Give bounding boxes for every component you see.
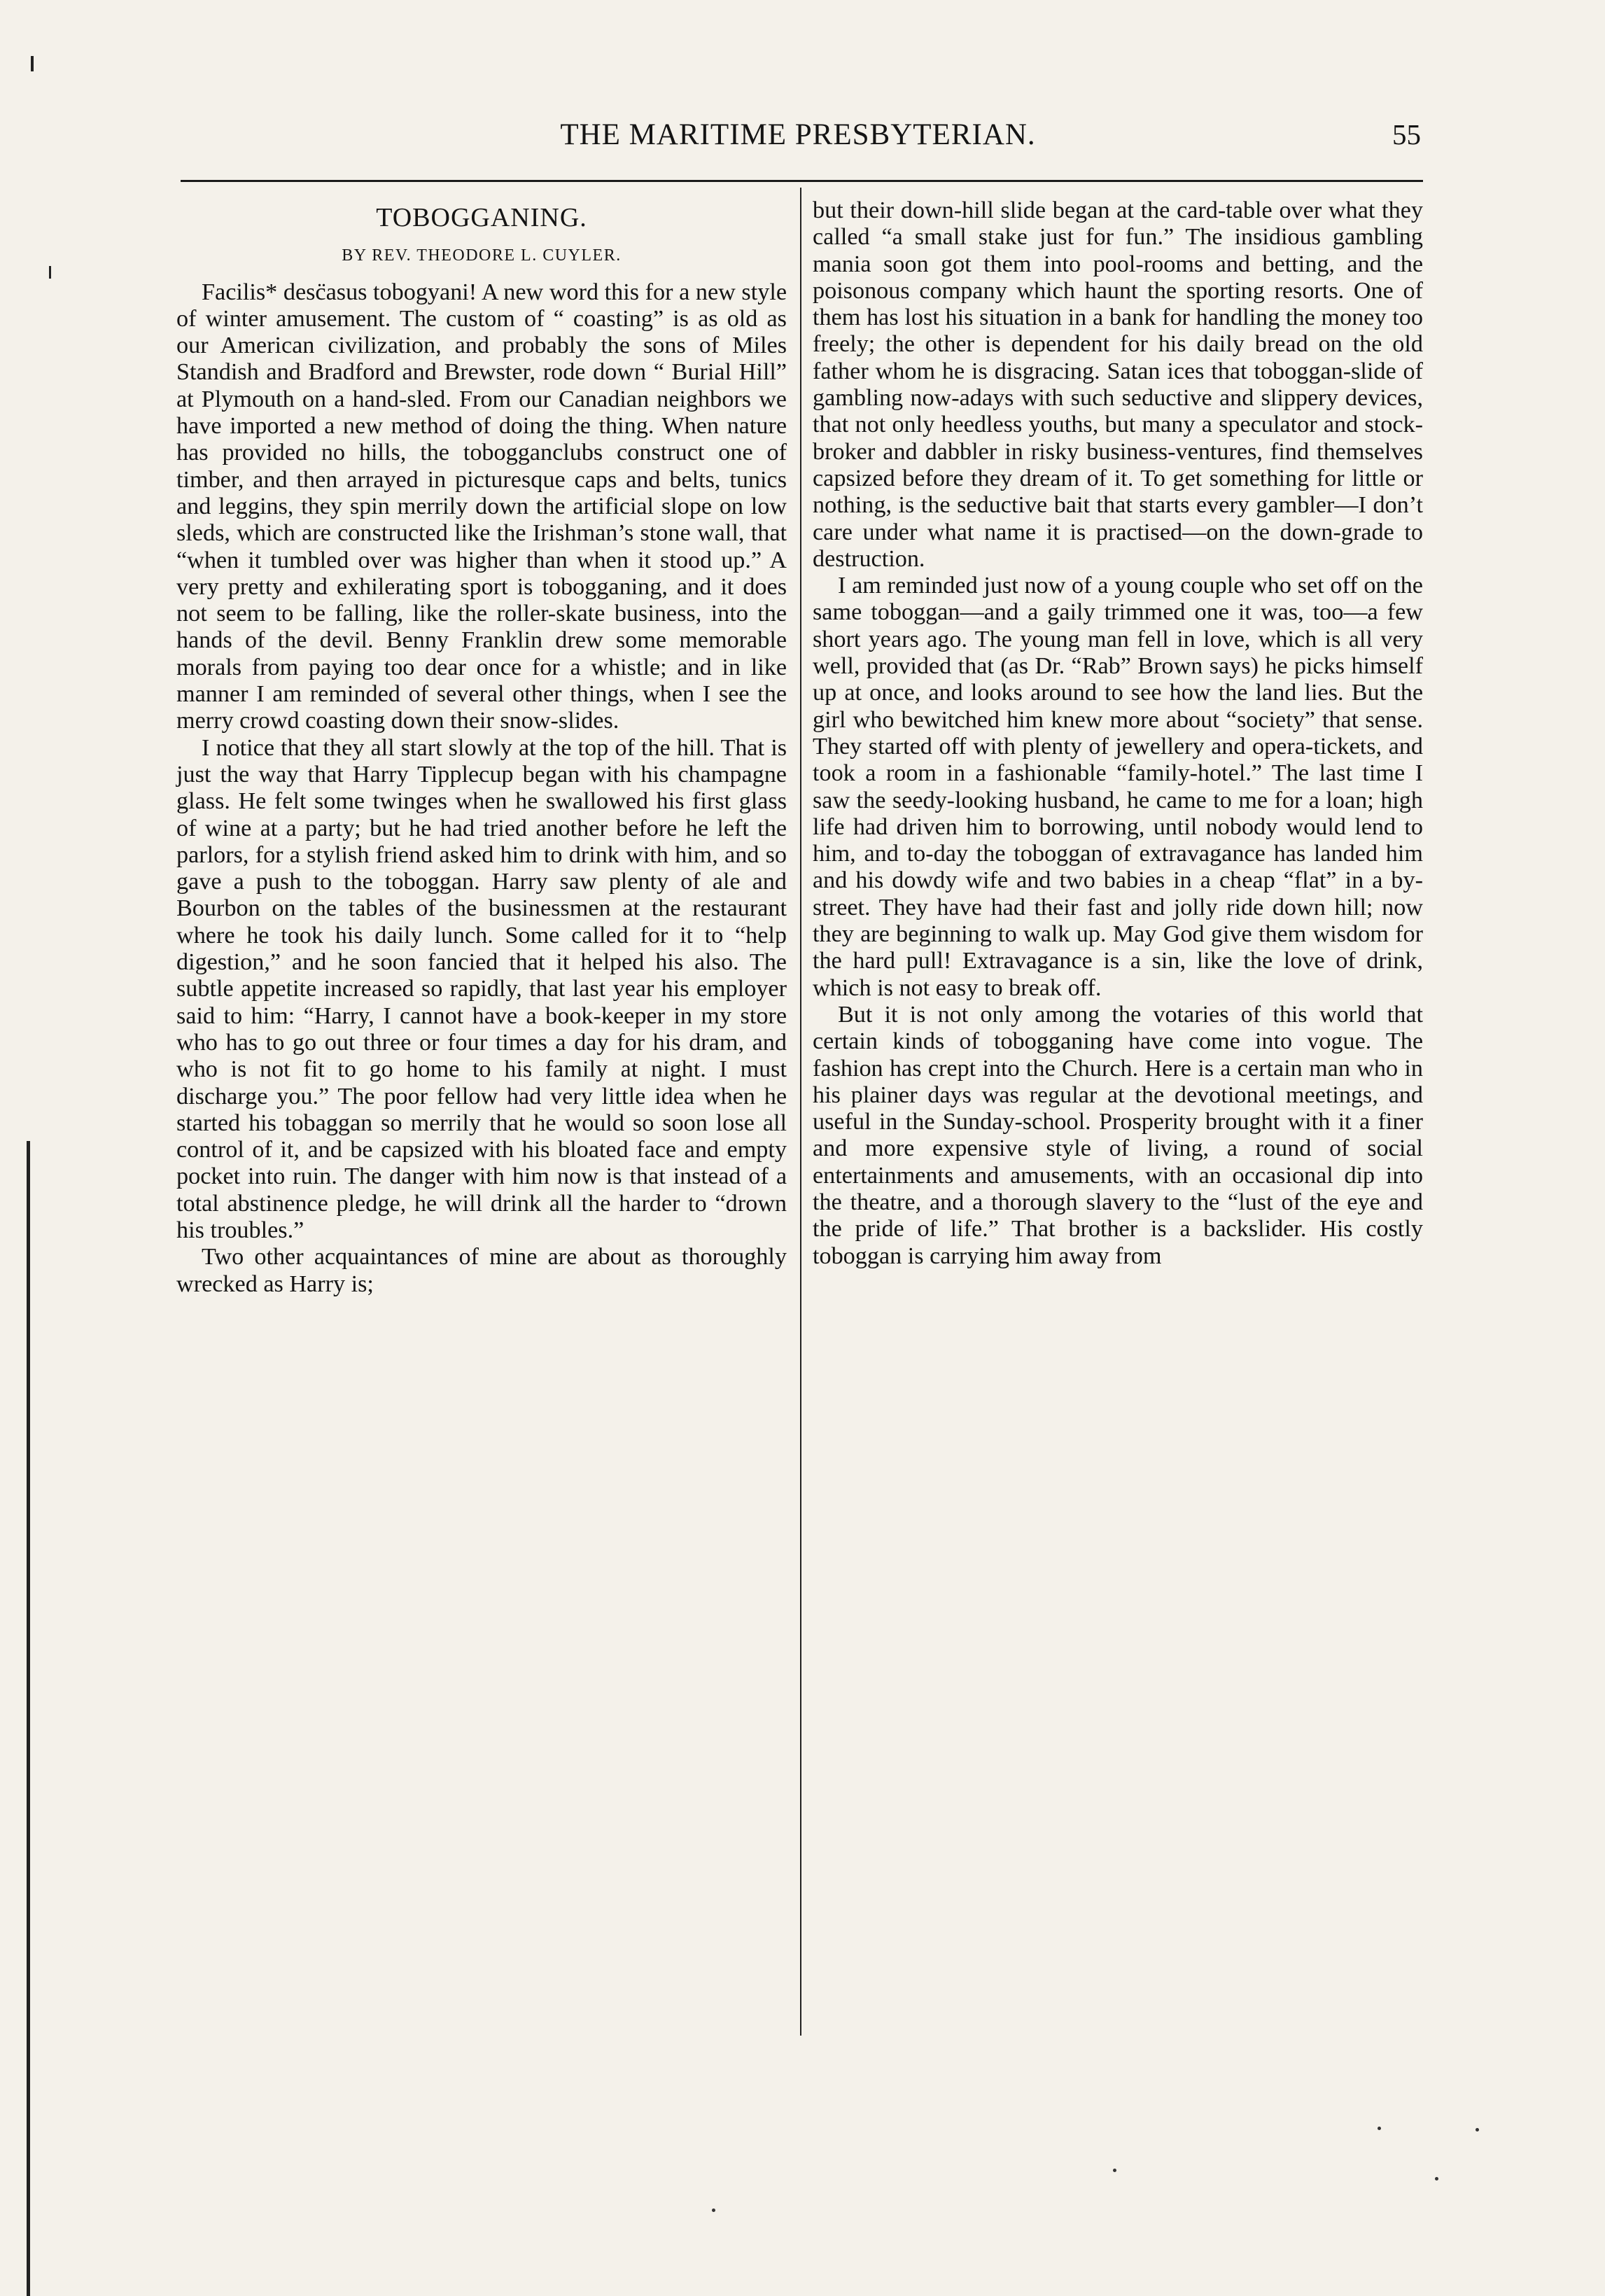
paragraph: Two other acquaintances of mine are about as thoroughly wrecked as Harry is; xyxy=(176,1244,787,1297)
scan-speck xyxy=(1378,2127,1381,2130)
page-number: 55 xyxy=(1392,118,1421,150)
scan-speck xyxy=(1435,2177,1438,2180)
left-column xyxy=(176,203,787,1298)
header-rule xyxy=(181,180,1423,182)
margin-line-mark xyxy=(27,1141,30,2296)
column-divider xyxy=(800,188,801,2036)
paragraph: I am reminded just now of a young couple who set off on the same toboggan—and a gaily trimmed one it was, too—a few short years ago. The young man fell in love, which is all very well, provided that (as Dr. “Rab” Brown says) he picks himself up at once, and looks around to see how the land lies. But the girl who bewitched him knew more about “society” that sense. They started off with plenty of jewellery and opera-tickets, and took a room in a fashionable “family-hotel.” The last time I saw the seedy-looking husband, he came to me for a loan; high life had driven him to borrowing, until nobody would lend to him, and to-day the toboggan of extravagance has landed him and his dowdy wife and two babies in a cheap “flat” in a by-street. They have had their fast and jolly ride down hill; now they are beginning to walk up. May God give them wisdom for the hard pull! Extravagance is a sin, like the love of drink, which is not easy to break off. xyxy=(813,573,1423,1001)
paragraph: I notice that they all start slowly at the top of the hill. That is just the way that Harry Tipplecup began with his champagne glass. He felt some twinges when he swallowed his first glass of wine at a party; but he had tried another before he left the parlors, for a stylish friend asked him to drink with him, and so gave a push to the toboggan. Harry saw plenty of ale and Bourbon on the tables of the businessmen at the restaurant where he took his daily lunch. Some called for it to “help digestion,” and he soon fancied that it helped his also. The subtle appetite increased so rapidly, that last year his employer said to him: “Harry, I cannot have a book-keeper in my store who has to go out three or four times a day for his dram, and who is not fit to go home to his family at night. I must discharge you.” The poor fellow had very little idea when he started his tobaggan so merrily that he would so soon lose all control of it, and be capsized with his bloated face and empty pocket into ruin. The danger with him now is that instead of a total abstinence pledge, he will drink all the harder to “drown his troubles.” xyxy=(176,734,787,1243)
article-byline: BY REV. THEODORE L. CUYLER. xyxy=(342,246,622,265)
margin-tick-mark xyxy=(31,56,34,71)
running-head xyxy=(175,118,1421,160)
paragraph: Facilis* desc̈asus tobogyani! A new word this for a new style of winter amusement. The custom of “ coasting” is as old as our American civilization, and probably the sons of Miles Standish and Bradford and Brewster, rode down “ Burial Hill” at Plymouth on a hand-sled. From our Canadian neighbors we have imported a new method of doing the thing. When nature has provided no hills, the tobogganclubs construct one of timber, and then arrayed in picturesque caps and belts, tunics and leggins, they spin merrily down the artificial slope on low sleds, which are constructed like the Irishman’s stone wall, that “when it tumbled over was higher than when it stood up.” A very pretty and exhilerating sport is tobogganing, and it does not seem to be falling, like the roller-skate business, into the hands of the devil. Benny Franklin drew some memorable morals from paying too dear once for a whistle; and in like manner I am reminded of several other things, when I see the merry crowd coasting down their snow-slides. xyxy=(176,279,787,734)
paragraph: But it is not only among the votaries of this world that certain kinds of tobogganing have come into vogue. The fashion has crept into the Church. Here is a certain man who in his plainer days was regular at the devotional meetings, and useful in the Sunday-school. Prosperity brought with it a finer and more expensive style of living, a round of social entertainments and amusements, with an occasional dip into the theatre, and a thorough slavery to the “lust of the eye and the pride of life.” That brother is a backslider. His costly toboggan is carrying him away from xyxy=(813,1001,1423,1269)
paragraph: but their down-hill slide began at the card-table over what they called “a small stake just for fun.” The insidious gambling mania soon got them into pool-rooms and betting, and the poisonous company which haunt the sporting resorts. One of them has lost his situation in a bank for handling the money too freely; the other is dependent for his daily bread on the old father whom he is disgracing. Satan ices that toboggan-slide of gambling now-adays with such seductive and slippery devices, that not only heedless youths, but many a speculator and stock-broker and dabbler in risky business-ventures, find themselves capsized before they dream of it. To get something for little or nothing, is the seductive bait that starts every gambler—I don’t care under what name it is practised—on the down-grade to destruction. xyxy=(813,197,1423,572)
running-title: THE MARITIME PRESBYTERIAN. xyxy=(560,118,1036,151)
margin-tick-mark xyxy=(49,266,51,279)
right-column xyxy=(813,197,1423,1270)
scan-speck xyxy=(1476,2128,1479,2132)
scan-speck xyxy=(1113,2169,1116,2172)
scan-speck xyxy=(712,2208,715,2212)
article-title: TOBOGGANING. xyxy=(376,203,587,232)
